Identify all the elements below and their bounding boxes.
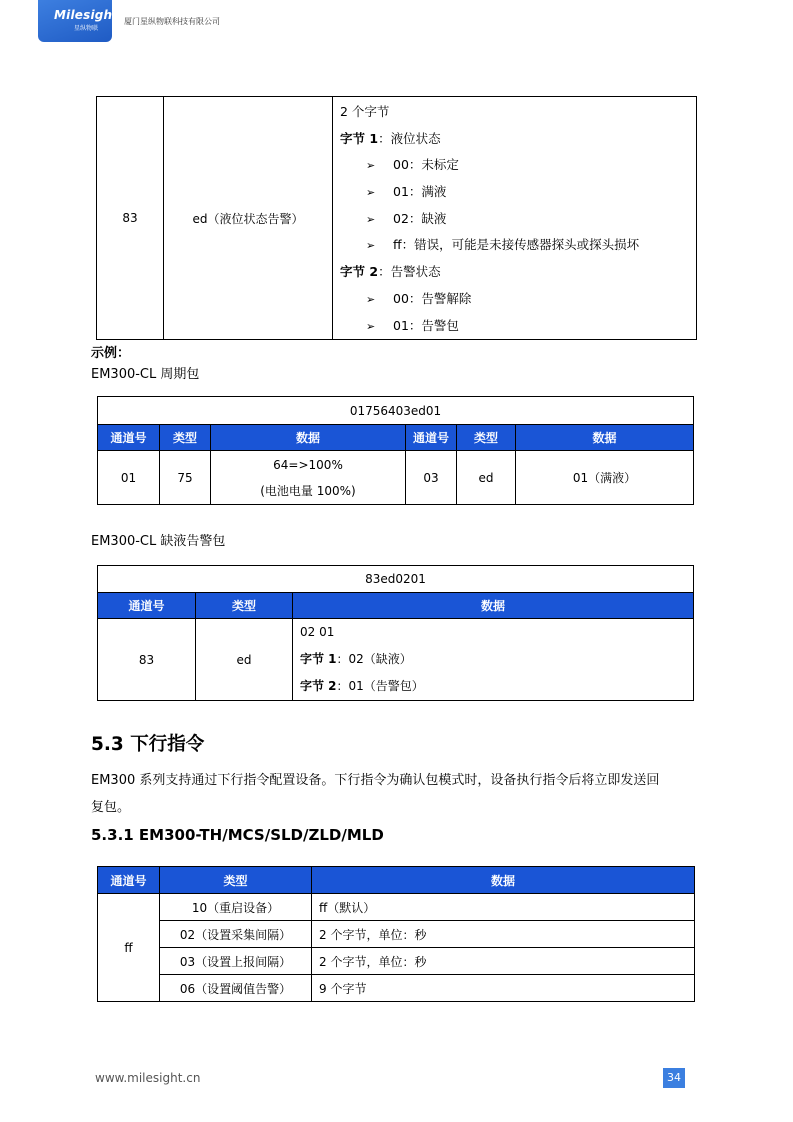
bullet-arrow-icon: ➢ xyxy=(366,319,376,333)
bullet-text: 02：缺液 xyxy=(393,210,447,226)
page-number: 34 xyxy=(663,1068,685,1088)
data-line xyxy=(340,259,696,286)
header-type: 类型 xyxy=(196,593,293,619)
data-line xyxy=(300,673,693,700)
alarm-packet-table xyxy=(97,565,694,701)
data-line xyxy=(340,232,696,259)
channel-cell: 83 xyxy=(98,619,196,701)
type-cell: 03（设置上报间隔） xyxy=(160,948,312,975)
data-line: 2 个字节 xyxy=(340,104,390,119)
periodic-packet-table xyxy=(97,396,694,505)
data-line xyxy=(340,313,696,340)
header-channel: 通道号 xyxy=(98,593,196,619)
footer-url[interactable]: www.milesight.cn xyxy=(95,1071,201,1085)
header-channel: 通道号 xyxy=(98,867,160,894)
type-cell: ed xyxy=(457,451,516,505)
type-cell: 06（设置阈值告警） xyxy=(160,975,312,1002)
data-line xyxy=(340,206,696,233)
example-label: 示例： xyxy=(91,346,131,361)
data-cell: 01（满液） xyxy=(516,451,694,505)
header-channel: 通道号 xyxy=(98,425,160,451)
channel-cell: 03 xyxy=(406,451,457,505)
byte-label: 字节 2 xyxy=(300,679,337,693)
byte-desc: ：液位状态 xyxy=(378,130,441,146)
header-data: 数据 xyxy=(312,867,695,894)
byte-label: 字节 2 xyxy=(340,264,379,280)
data-cell: ff（默认） xyxy=(312,894,695,921)
header-data: 数据 xyxy=(293,593,694,619)
header-data: 数据 xyxy=(516,425,694,451)
paragraph-line: EM300 系列支持通过下行指令配置设备。下行指令为确认包模式时，设备执行指令后将立即发送回 xyxy=(91,773,660,788)
periodic-title: EM300-CL 周期包 xyxy=(91,367,200,382)
data-line xyxy=(340,152,696,179)
type-cell: 02（设置采集间隔） xyxy=(160,921,312,948)
channel-cell: ff xyxy=(98,894,160,1002)
downlink-table xyxy=(97,866,695,1002)
hex-cell: 83ed0201 xyxy=(98,566,694,593)
type-cell: 75 xyxy=(160,451,211,505)
data-line xyxy=(340,286,696,313)
hex-cell: 01756403ed01 xyxy=(98,397,694,425)
data-line: (电池电量 100%) xyxy=(260,483,356,498)
bullet-text: 00：未标定 xyxy=(393,157,459,173)
section-heading: 5.3 下行指令 xyxy=(91,734,205,755)
bullet-arrow-icon: ➢ xyxy=(366,212,376,226)
data-cell: 9 个字节 xyxy=(312,975,695,1002)
bullet-text: ff：错误，可能是未接传感器探头或探头损坏 xyxy=(393,237,640,253)
type-cell: ed（液位状态告警） xyxy=(164,97,333,340)
byte-desc: ：02（缺液） xyxy=(336,652,412,666)
header-type: 类型 xyxy=(160,425,211,451)
type-cell: 10（重启设备） xyxy=(160,894,312,921)
channel-cell: 83 xyxy=(97,97,164,340)
liquid-alarm-table xyxy=(96,96,697,340)
bullet-arrow-icon: ➢ xyxy=(366,159,376,173)
channel-cell: 01 xyxy=(98,451,160,505)
data-cell xyxy=(211,451,406,505)
header-type: 类型 xyxy=(457,425,516,451)
paragraph-line: 复包。 xyxy=(91,800,131,815)
bullet-arrow-icon: ➢ xyxy=(366,186,376,200)
byte-desc: ：01（告警包） xyxy=(336,679,424,693)
milesight-logo xyxy=(38,0,119,42)
logo-subtext: 星纵物联 xyxy=(74,25,99,32)
type-cell: ed xyxy=(196,619,293,701)
bullet-text: 00：告警解除 xyxy=(393,290,472,306)
bullet-text: 01：满液 xyxy=(393,184,447,200)
header-channel: 通道号 xyxy=(406,425,457,451)
header-data: 数据 xyxy=(211,425,406,451)
data-line: 02 01 xyxy=(300,625,335,639)
byte-desc: ：告警状态 xyxy=(378,264,441,280)
alarm-title: EM300-CL 缺液告警包 xyxy=(91,534,226,549)
header-type: 类型 xyxy=(160,867,312,894)
bullet-arrow-icon: ➢ xyxy=(366,239,376,253)
data-lines xyxy=(340,99,696,339)
byte-label: 字节 1 xyxy=(340,130,379,146)
data-line xyxy=(300,646,693,673)
data-cell: 2 个字节，单位：秒 xyxy=(312,948,695,975)
logo-text: Milesight xyxy=(54,8,119,22)
data-line xyxy=(340,179,696,206)
data-line xyxy=(340,126,696,153)
bullet-arrow-icon: ➢ xyxy=(366,292,376,306)
data-cell xyxy=(293,619,694,701)
data-cell: 2 个字节，单位：秒 xyxy=(312,921,695,948)
bullet-text: 01：告警包 xyxy=(393,317,459,333)
data-cell xyxy=(333,97,697,340)
byte-label: 字节 1 xyxy=(300,652,337,666)
data-line: 64=>100% xyxy=(273,457,343,472)
company-name: 厦门星纵物联科技有限公司 xyxy=(124,17,220,26)
subsection-heading: 5.3.1 EM300-TH/MCS/SLD/ZLD/MLD xyxy=(91,826,384,844)
